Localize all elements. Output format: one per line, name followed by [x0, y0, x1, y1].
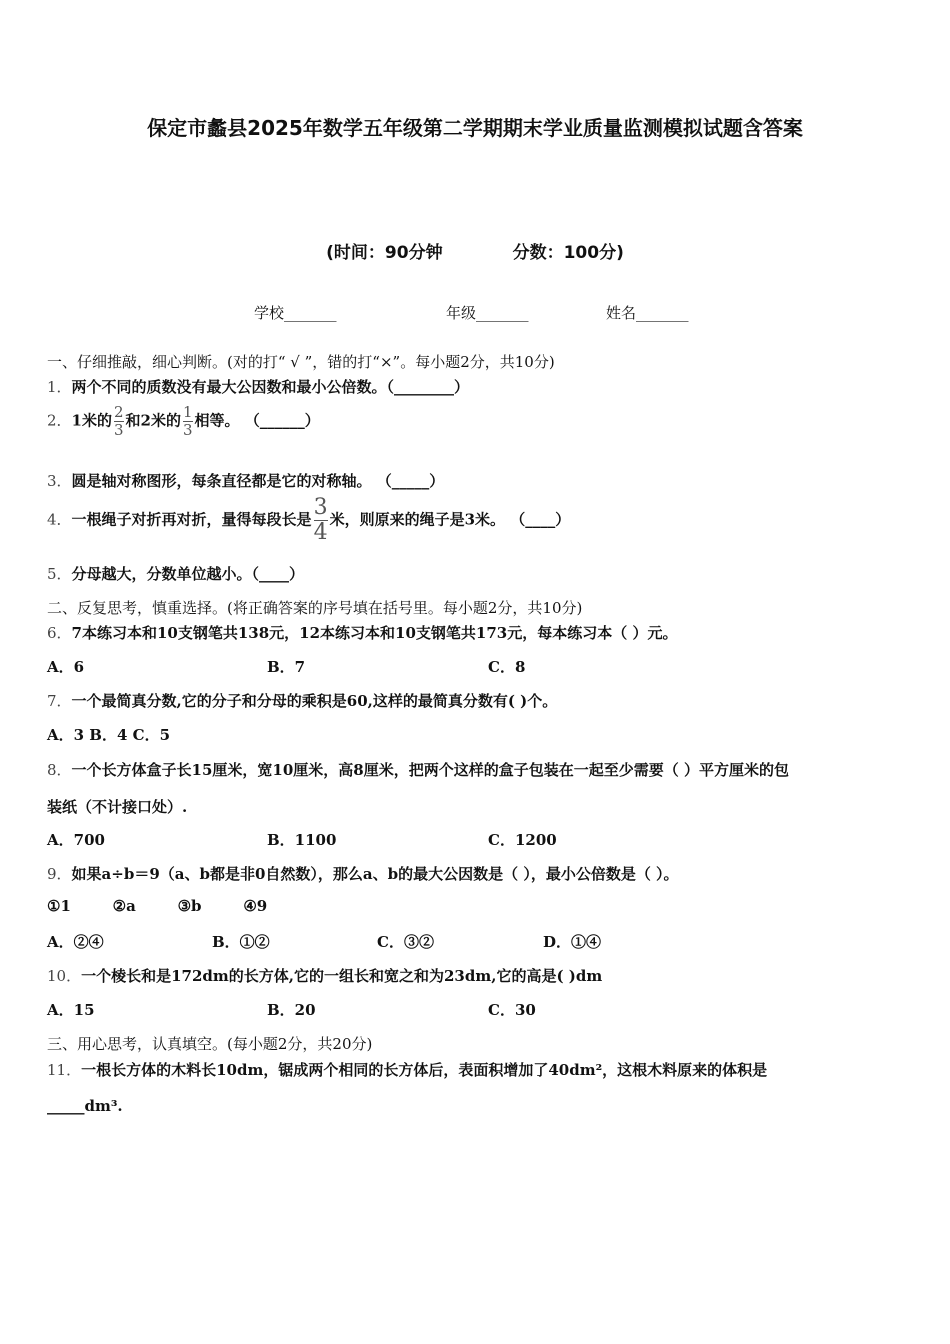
- option-a: A．15: [47, 1001, 95, 1019]
- question-text-c: 相等。 （______）: [194, 411, 320, 430]
- question-7: [47, 690, 557, 711]
- option-b: B．①②: [212, 933, 270, 951]
- question-number: 8．: [47, 761, 72, 779]
- section-3-heading: 三、用心思考，认真填空。(每小题2分，共20分): [47, 1035, 373, 1053]
- section-1-heading: 一、仔细推敲，细心判断。(对的打“ √ ”，错的打“×”。每小题2分，共10分): [47, 353, 555, 371]
- question-number: 9．: [47, 865, 72, 883]
- denominator: 3: [182, 421, 193, 439]
- option-c: C．③②: [377, 933, 434, 951]
- question-number: 10．: [47, 967, 82, 985]
- question-text-b: 和2米的: [125, 411, 181, 430]
- question-8-continued: [47, 796, 187, 817]
- options-row: A．3 B．4 C．5: [47, 726, 171, 744]
- numerator: 3: [313, 495, 328, 520]
- option-b: B．7: [267, 658, 306, 676]
- question-text: 一根长方体的木料长10dm，锯成两个相同的长方体后，表面积增加了40dm²，这根木料原来的体积是: [81, 1061, 768, 1079]
- question-3: [47, 470, 444, 491]
- fraction-two-thirds: [114, 405, 124, 438]
- question-text: 装纸（不计接口处）.: [47, 798, 188, 816]
- question-11: [47, 1059, 767, 1080]
- option-b: B．20: [267, 1001, 316, 1019]
- question-text: 两个不同的质数没有最大公因数和最小公倍数。（________）: [71, 378, 470, 396]
- question-number: 6．: [47, 624, 72, 642]
- question-text: 圆是轴对称图形，每条直径都是它的对称轴。 （_____）: [71, 472, 445, 490]
- grade-field: 年级_______: [446, 304, 529, 322]
- fraction-three-quarters: [314, 497, 328, 544]
- question-number: 1．: [47, 378, 72, 396]
- option-a: A．700: [47, 831, 105, 849]
- name-field: 姓名_______: [606, 304, 689, 322]
- question-text-b: 米，则原来的绳子是3米。 （____）: [329, 510, 571, 529]
- exam-score: 分数：100分): [512, 243, 624, 263]
- question-10: [47, 965, 602, 986]
- question-number: 3．: [47, 472, 72, 490]
- question-number: 7．: [47, 692, 72, 710]
- exam-time: (时间：90分钟: [326, 243, 443, 263]
- denominator: 3: [113, 421, 124, 439]
- option-c: C．30: [488, 1001, 536, 1019]
- question-8: [47, 759, 789, 780]
- fraction-one-third: [183, 405, 193, 438]
- question-number: 2．: [47, 411, 72, 430]
- question-text: 一个长方体盒子长15厘米，宽10厘米，高8厘米，把两个这样的盒子包装在一起至少需要（ ）平方厘米的包: [71, 761, 789, 779]
- section-2-heading: 二、反复思考，慎重选择。(将正确答案的序号填在括号里。每小题2分，共10分): [47, 599, 583, 617]
- question-2: [47, 405, 320, 438]
- question-text: 如果a÷b＝9（a、b都是非0自然数），那么a、b的最大公因数是（ ），最小公倍数是（ ）。: [71, 865, 679, 883]
- question-text-a: 一根绳子对折再对折，量得每段长是: [71, 510, 312, 529]
- exam-meta: [0, 238, 950, 263]
- denominator: 4: [313, 520, 328, 545]
- question-text: 分母越大，分数单位越小。（____）: [71, 565, 305, 583]
- question-number: 11．: [47, 1061, 82, 1079]
- question-5: [47, 563, 304, 584]
- question-9: [47, 863, 679, 884]
- question-1: [47, 376, 469, 397]
- numerator: 1: [182, 403, 193, 421]
- numerator: 2: [113, 403, 124, 421]
- option-b: B．1100: [267, 831, 337, 849]
- option-c: C．1200: [488, 831, 557, 849]
- question-text: 一个棱长和是172dm的长方体,它的一组长和宽之和为23dm,它的高是( )dm: [81, 967, 603, 985]
- option-c: C．8: [488, 658, 526, 676]
- question-11-continued: [47, 1097, 123, 1115]
- option-d: D．①④: [543, 933, 602, 951]
- question-text-a: 1米的: [71, 411, 112, 430]
- question-4: [47, 497, 570, 544]
- option-a: A．②④: [47, 933, 104, 951]
- question-text: 一个最简真分数,它的分子和分母的乘积是60,这样的最简真分数有( )个。: [71, 692, 558, 710]
- answer-blank: _____dm³.: [47, 1097, 123, 1115]
- question-number: 5．: [47, 565, 72, 583]
- option-a: A．6: [47, 658, 85, 676]
- choice-list: ①1 ②a ③b ④9: [47, 897, 268, 915]
- page-title: 保定市蠡县2025年数学五年级第二学期期末学业质量监测模拟试题含答案: [147, 116, 803, 140]
- question-text: 7本练习本和10支钢笔共138元，12本练习本和10支钢笔共173元，每本练习本（ ）元。: [71, 624, 678, 642]
- school-field: 学校_______: [254, 304, 337, 322]
- question-6: [47, 622, 677, 643]
- question-number: 4．: [47, 510, 72, 529]
